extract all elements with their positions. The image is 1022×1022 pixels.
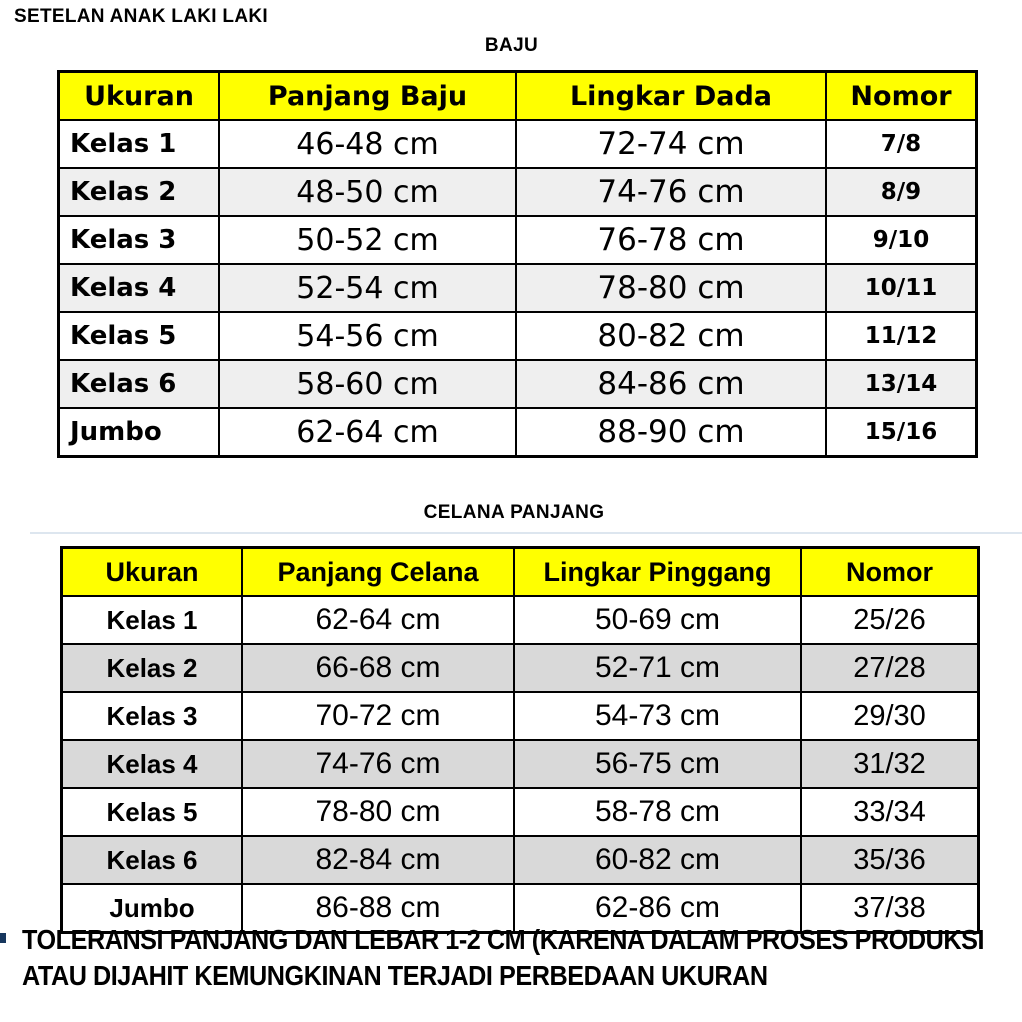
measurement-cell: 8/9 bbox=[826, 168, 977, 216]
measurement-cell: 48-50 cm bbox=[219, 168, 516, 216]
table-row bbox=[59, 360, 977, 408]
measurement-cell: 29/30 bbox=[801, 692, 979, 740]
table-row bbox=[62, 692, 979, 740]
measurement-cell: 52-54 cm bbox=[219, 264, 516, 312]
size-label-cell: Kelas 6 bbox=[62, 836, 243, 884]
measurement-cell: 11/12 bbox=[826, 312, 977, 360]
page-title: SETELAN ANAK LAKI LAKI bbox=[14, 6, 268, 27]
table-row bbox=[59, 120, 977, 168]
note-bullet-icon bbox=[0, 933, 6, 943]
table-row bbox=[59, 408, 977, 457]
measurement-cell: 9/10 bbox=[826, 216, 977, 264]
measurement-cell: 31/32 bbox=[801, 740, 979, 788]
measurement-cell: 74-76 cm bbox=[242, 740, 514, 788]
measurement-cell: 58-78 cm bbox=[514, 788, 801, 836]
table-row bbox=[59, 168, 977, 216]
measurement-cell: 13/14 bbox=[826, 360, 977, 408]
header-row bbox=[59, 72, 977, 121]
table-row bbox=[62, 644, 979, 692]
measurement-cell: 62-86 cm bbox=[514, 884, 801, 933]
tolerance-note bbox=[22, 922, 1022, 994]
measurement-cell: 7/8 bbox=[826, 120, 977, 168]
measurement-cell: 72-74 cm bbox=[516, 120, 826, 168]
column-header: Panjang Baju bbox=[219, 72, 516, 121]
measurement-cell: 76-78 cm bbox=[516, 216, 826, 264]
measurement-cell: 54-56 cm bbox=[219, 312, 516, 360]
measurement-cell: 82-84 cm bbox=[242, 836, 514, 884]
baju-size-table bbox=[57, 70, 978, 458]
measurement-cell: 62-64 cm bbox=[219, 408, 516, 457]
measurement-cell: 58-60 cm bbox=[219, 360, 516, 408]
measurement-cell: 66-68 cm bbox=[242, 644, 514, 692]
measurement-cell: 10/11 bbox=[826, 264, 977, 312]
measurement-cell: 35/36 bbox=[801, 836, 979, 884]
column-header: Ukuran bbox=[59, 72, 220, 121]
measurement-cell: 78-80 cm bbox=[242, 788, 514, 836]
measurement-cell: 60-82 cm bbox=[514, 836, 801, 884]
column-header: Nomor bbox=[801, 548, 979, 597]
tolerance-note-line-1: TOLERANSI PANJANG DAN LEBAR 1-2 CM (KARENA DALAM PROSES PRODUKSI bbox=[22, 924, 985, 955]
table-row bbox=[62, 596, 979, 644]
size-label-cell: Kelas 4 bbox=[59, 264, 220, 312]
header-row bbox=[62, 548, 979, 597]
size-label-cell: Kelas 3 bbox=[62, 692, 243, 740]
column-header: Lingkar Dada bbox=[516, 72, 826, 121]
measurement-cell: 56-75 cm bbox=[514, 740, 801, 788]
measurement-cell: 15/16 bbox=[826, 408, 977, 457]
size-label-cell: Kelas 1 bbox=[62, 596, 243, 644]
table-row bbox=[59, 312, 977, 360]
size-label-cell: Jumbo bbox=[59, 408, 220, 457]
table-row bbox=[59, 216, 977, 264]
celana-size-table bbox=[60, 546, 980, 934]
measurement-cell: 46-48 cm bbox=[219, 120, 516, 168]
size-label-cell: Kelas 3 bbox=[59, 216, 220, 264]
size-label-cell: Kelas 5 bbox=[62, 788, 243, 836]
measurement-cell: 27/28 bbox=[801, 644, 979, 692]
measurement-cell: 50-52 cm bbox=[219, 216, 516, 264]
size-label-cell: Kelas 2 bbox=[59, 168, 220, 216]
section-divider bbox=[30, 532, 1022, 534]
table-row bbox=[59, 264, 977, 312]
size-label-cell: Kelas 1 bbox=[59, 120, 220, 168]
measurement-cell: 70-72 cm bbox=[242, 692, 514, 740]
size-label-cell: Kelas 2 bbox=[62, 644, 243, 692]
column-header: Lingkar Pinggang bbox=[514, 548, 801, 597]
column-header: Ukuran bbox=[62, 548, 243, 597]
column-header: Panjang Celana bbox=[242, 548, 514, 597]
measurement-cell: 50-69 cm bbox=[514, 596, 801, 644]
column-header: Nomor bbox=[826, 72, 977, 121]
measurement-cell: 37/38 bbox=[801, 884, 979, 933]
measurement-cell: 52-71 cm bbox=[514, 644, 801, 692]
measurement-cell: 88-90 cm bbox=[516, 408, 826, 457]
measurement-cell: 80-82 cm bbox=[516, 312, 826, 360]
measurement-cell: 78-80 cm bbox=[516, 264, 826, 312]
measurement-cell: 33/34 bbox=[801, 788, 979, 836]
size-label-cell: Kelas 5 bbox=[59, 312, 220, 360]
table-row bbox=[62, 740, 979, 788]
table-row bbox=[62, 788, 979, 836]
size-label-cell: Jumbo bbox=[62, 884, 243, 933]
table-row bbox=[62, 836, 979, 884]
measurement-cell: 84-86 cm bbox=[516, 360, 826, 408]
measurement-cell: 62-64 cm bbox=[242, 596, 514, 644]
tolerance-note-line-2: ATAU DIJAHIT KEMUNGKINAN TERJADI PERBEDAAN UKURAN bbox=[22, 960, 768, 991]
measurement-cell: 54-73 cm bbox=[514, 692, 801, 740]
measurement-cell: 86-88 cm bbox=[242, 884, 514, 933]
measurement-cell: 74-76 cm bbox=[516, 168, 826, 216]
size-label-cell: Kelas 4 bbox=[62, 740, 243, 788]
size-label-cell: Kelas 6 bbox=[59, 360, 220, 408]
baju-table-caption: BAJU bbox=[484, 35, 539, 56]
celana-table-caption: CELANA PANJANG bbox=[423, 502, 605, 523]
measurement-cell: 25/26 bbox=[801, 596, 979, 644]
